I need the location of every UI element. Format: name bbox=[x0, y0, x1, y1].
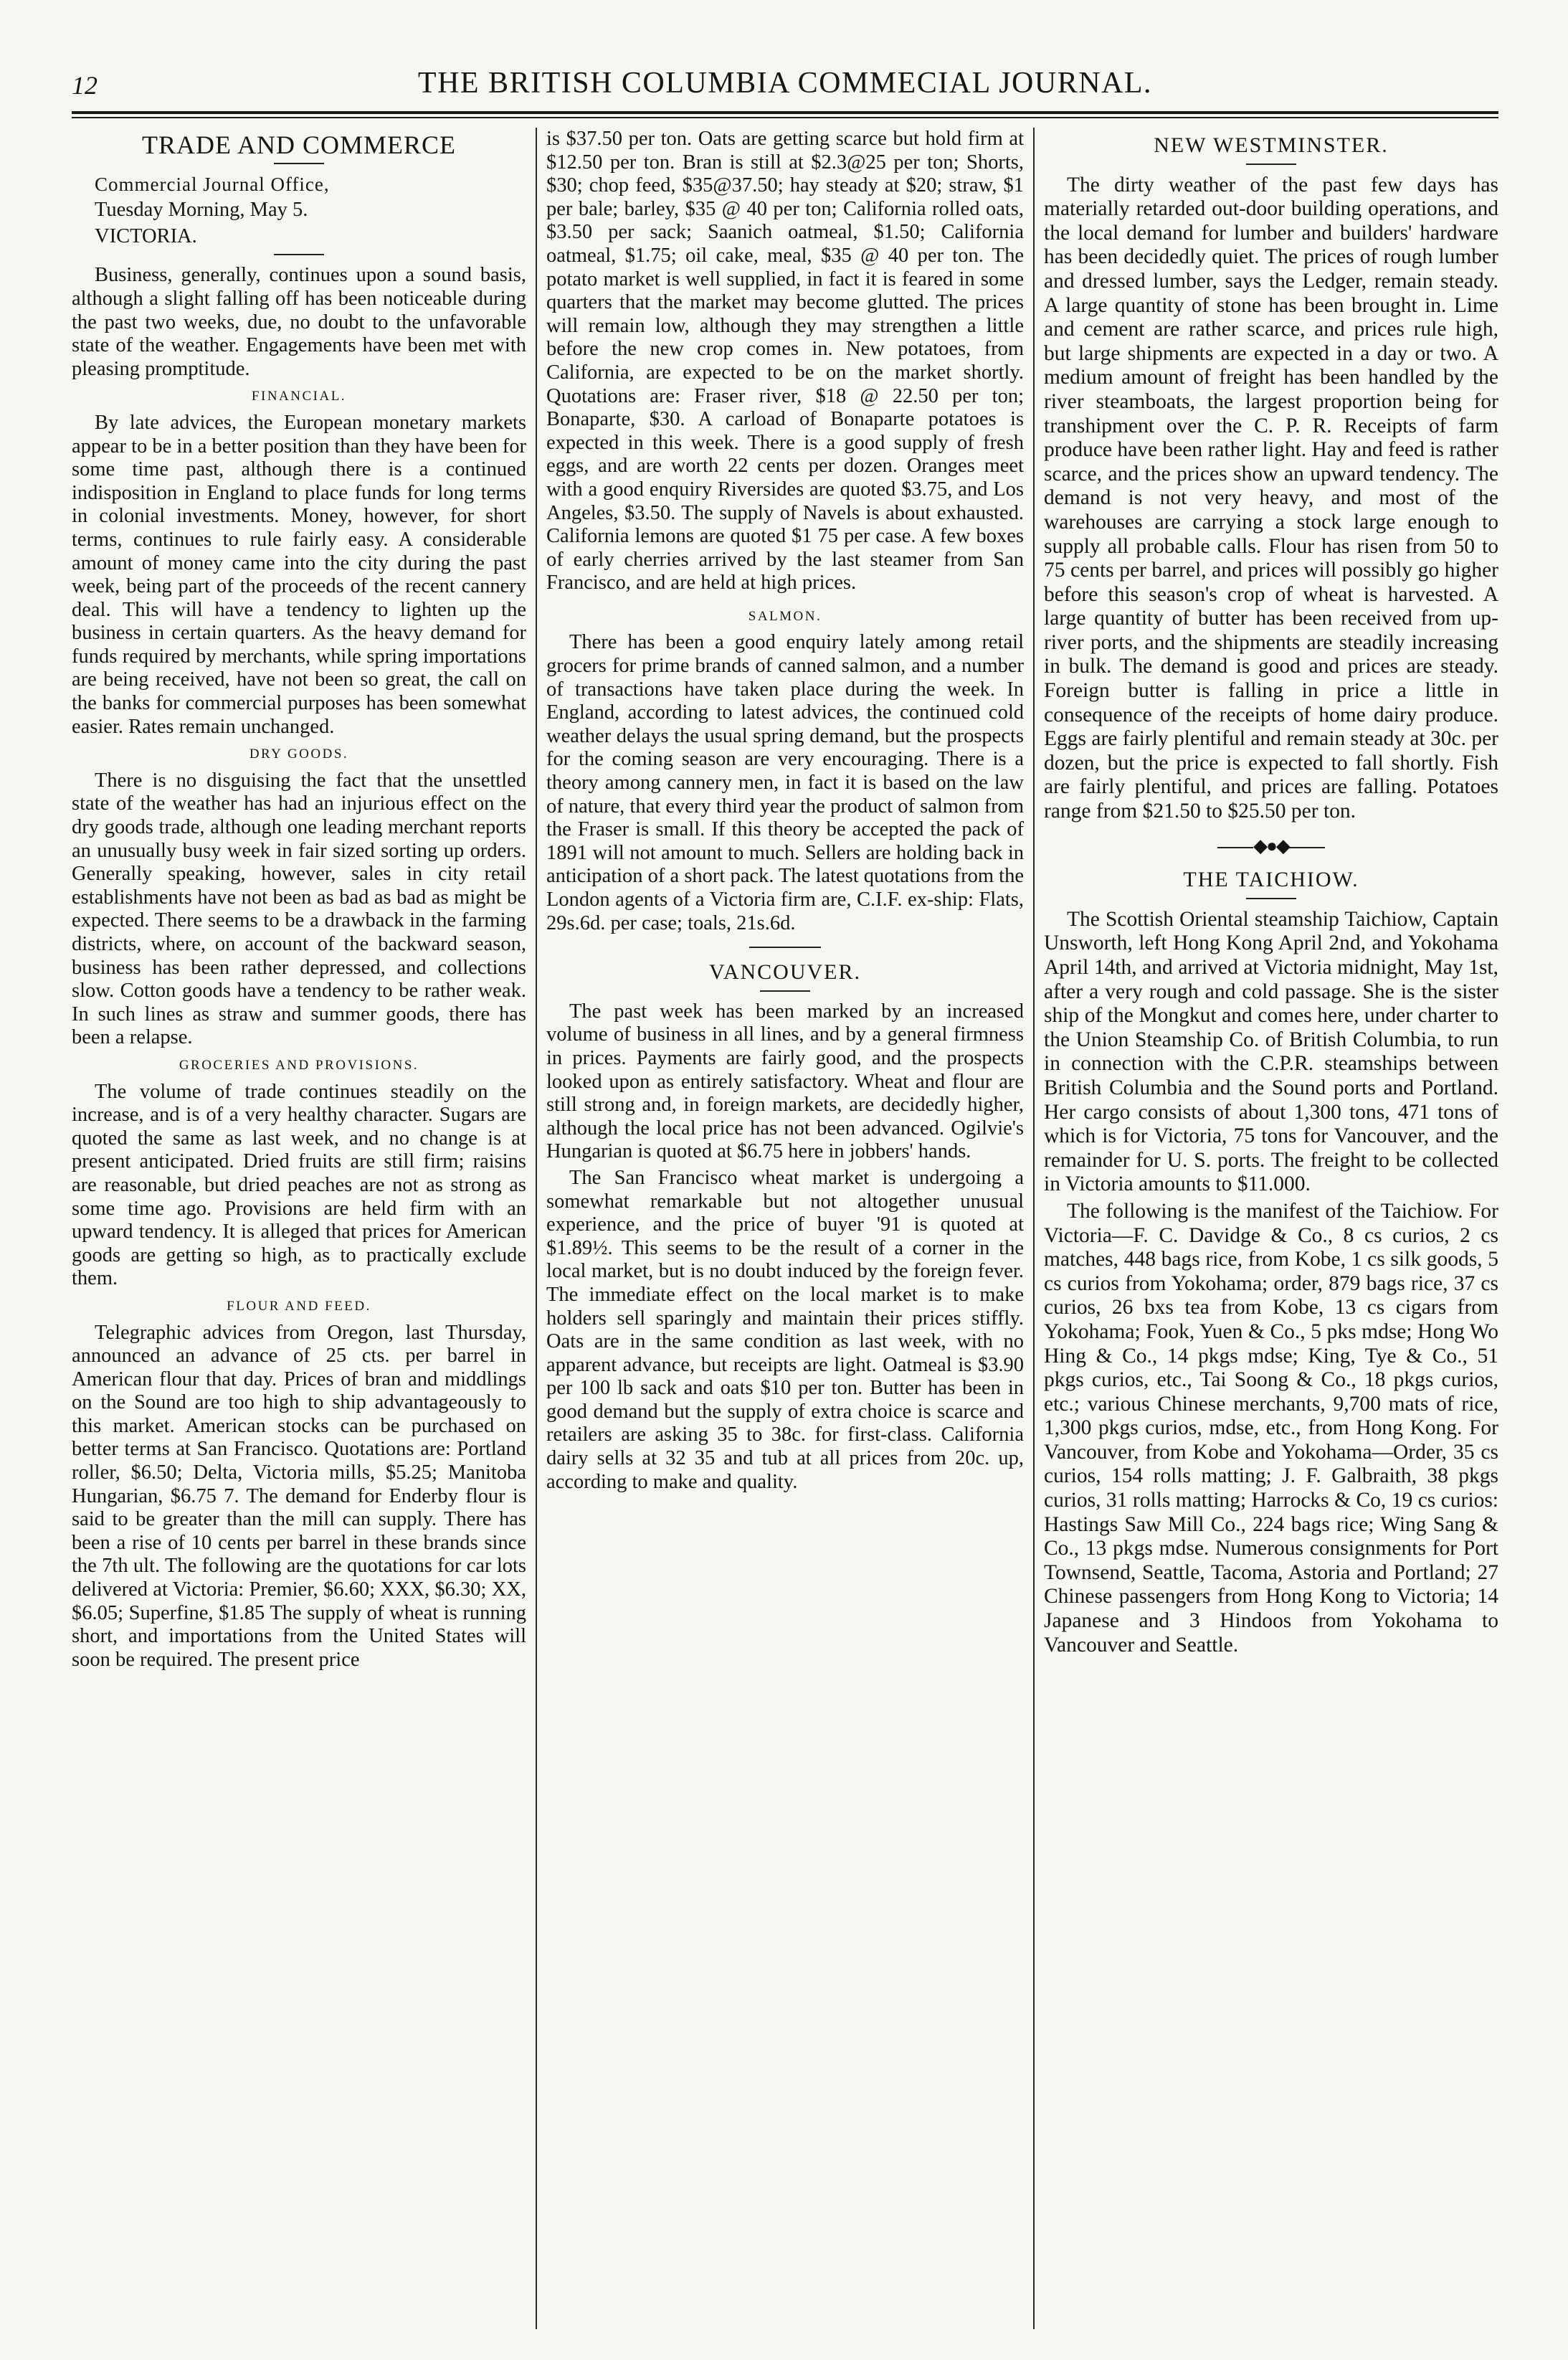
header-rule-thin bbox=[72, 117, 1498, 118]
paragraph-groceries: The volume of trade continues steadily on the increase, and is of a very healthy character. Sugars are quoted the same as last week, and no change is at present anticipated. Dried fruits are still firm; raisins are reasonable, but dried peaches are not as strong as some time ago. Provisions are held firm with an upward tendency. It is alleged that prices for American goods are getting so high, as to practically exclude them. bbox=[72, 1080, 526, 1290]
paragraph-financial: By late advices, the European monetary markets appear to be in a better position than they have been for some time past, although there is a continued indisposition in England to place funds for long terms in colonial investments. Money, however, for short terms, continues to rule fairly easy. A considerable amount of money came into the city during the past week, being part of the proceeds of the recent cannery deal. This will have a tendency to lighten up the business in certain quarters. As the heavy demand for funds required by merchants, while spring importations are being received, have not been so great, the call on the banks for commercial purposes has been somewhat easier. Rates remain unchanged. bbox=[72, 411, 526, 738]
paragraph-new-westminster: The dirty weather of the past few days has materially retarded out-door building operations, and the local demand for lumber and builders' hardware has been decidedly quiet. The prices of rough lumber and dressed lumber, says the Ledger, remain steady. A large quantity of stone has been brought in. Lime and cement are rather scarce, and prices rule high, but large shipments are expected in a day or two. A medium amount of freight has been handled by the river steamboats, the largest proportion being for transhipment over the C. P. R. Receipts of farm produce have been rather light. Hay and feed is rather scarce, and the prices show an upward tendency. The demand is not very heavy, and most of the warehouses are carrying a stock large enough to supply all probable calls. Flour has risen from 50 to 75 cents per barrel, and prices will possibly go higher before this season's crop of wheat is harvested. A large quantity of butter has been received from up-river ports, and the shipments are steadily increasing in bulk. The demand is good and prices are steady. Foreign butter is falling in price a little in consequence of the receipts of home dairy produce. Eggs are fairly plentiful and remain steady at 30c. per dozen, but the price is expected to fall shortly. Fish are fairly plentiful, and prices are falling. Potatoes range from $21.50 to $25.50 per ton. bbox=[1044, 173, 1498, 823]
paragraph-taichiow-1: The Scottish Oriental steamship Taichiow, Captain Unsworth, left Hong Kong April 2nd, and Yokohama April 14th, and arrived at Victoria midnight, May 1st, after a very rough and cold passage. She is the sister ship of the Mongkut and comes here, under charter to the Union Steamship Co. of British Columbia, to run in connection with the C.P.R. steamships between British Columbia and the Sound ports and Portland. Her cargo consists of about 1,300 tons, 471 tons of which is for Victoria, 75 tons for Vancouver, and the remainder for U. S. ports. The freight to be collected in Victoria amounts to $11.000. bbox=[1044, 907, 1498, 1196]
ornament-glyph: ◆●◆ bbox=[1253, 835, 1289, 856]
title-dash bbox=[274, 163, 324, 164]
dateline-office: Commercial Journal Office, bbox=[95, 173, 330, 195]
column-3 bbox=[1044, 128, 1498, 2331]
section-divider bbox=[749, 947, 821, 948]
paragraph-vancouver-1: The past week has been marked by an increased volume of business in all lines, and by a general firmness in prices. Payments are fairly good, and the prospects looked upon as entirely satisfactory. Wheat and flour are still strong and, in foreign markets, are decidedly higher, although the local price has not been advanced. Ogilvie's Hungarian is quoted at $6.75 here in jobbers' hands. bbox=[546, 1000, 1024, 1163]
column-1 bbox=[72, 128, 526, 2331]
column-divider bbox=[1033, 128, 1035, 2329]
dateline-date: Tuesday Morning, May 5. bbox=[95, 199, 308, 222]
ornament-line-right bbox=[1289, 847, 1325, 848]
header-rule-thick bbox=[72, 111, 1498, 114]
paragraph-salmon: There has been a good enquiry lately among retail grocers for prime brands of canned salmon, and a number of transactions have taken place during the week. In England, according to latest advices, the continued cold weather delays the usual spring demand, but the prospects for the coming season are very encouraging. There is a theory among cannery men, in fact it is based on the law of nature, that every third year the product of salmon from the Fraser is small. If this theory be accepted the pack of 1891 will not amount to much. Sellers are holding back in anticipation of a short pack. The latest quotations from the London agents of a Victoria firm are, C.I.F. ex-ship: Flats, 29s.6d. per case; toals, 21s.6d. bbox=[546, 631, 1024, 934]
dateline-city: VICTORIA. bbox=[95, 224, 197, 247]
subhead-financial: FINANCIAL. bbox=[251, 389, 347, 404]
title-dash bbox=[1246, 164, 1296, 165]
paragraph-intro: Business, generally, continues upon a sound basis, although a slight falling off has been noticeable during the past two weeks, due, no doubt to the unfavorable state of the weather. Engagements have been met with pleasing promptitude. bbox=[72, 264, 526, 380]
subhead-salmon: SALMON. bbox=[748, 608, 822, 624]
paragraph-flour-and-feed: Telegraphic advices from Oregon, last Thursday, announced an advance of 25 cts. per barrel in American flour that day. Prices of bran and middlings on the Sound are too high to ship advantageously to this market. American stocks can be purchased on better terms at San Francisco. Quotations are: Portland roller, $6.50; Delta, Victoria mills, $5.25; Manitoba Hungarian, $6.75 7. The demand for Enderby flour is said to be greater than the mill can supply. There has been a rise of 10 cents per barrel in these brands since the 7th ult. The following are the quotations for car lots delivered at Victoria: Premier, $6.60; XXX, $6.30; XX, $6.05; Superfine, $1.85 The supply of wheat is running short, and importations from the United States will soon be required. The present price bbox=[72, 1321, 526, 1671]
subhead-flour-and-feed: FLOUR AND FEED. bbox=[227, 1298, 371, 1314]
paragraph-continued: is $37.50 per ton. Oats are getting scarce but hold firm at $12.50 per ton. Bran is still at $2.3@25 per ton; Shorts, $30; chop feed, $35@37.50; hay steady at $20; straw, $1 per bale; barley, $35 @ 40 per ton; California rolled oats, $3.50 per sack; Saanich oatmeal, $1.50; California oatmeal, $1.75; oil cake, meal, $35 @ 40 per ton. The potato market is well supplied, in fact it is feared in some quarters that the market may become glutted. The prices will remain low, although they may strengthen a little before the new crop comes in. New potatoes, from California, are expected to be on the market shortly. Quotations are: Fraser river, $18 @ 22.50 per ton; Bonaparte, $30. A carload of Bonaparte potatoes is expected in this week. There is a good supply of fresh eggs, and are worth 22 cents per dozen. Oranges meet with a good enquiry Riversides are quoted $3.75, and Los Angeles, $3.50. The supply of Navels is about exhausted. California lemons are quoted $1 75 per case. A few boxes of early cherries arrived by the last steamer from San Francisco, and are held at high prices. bbox=[546, 128, 1024, 594]
subhead-groceries: GROCERIES AND PROVISIONS. bbox=[179, 1057, 419, 1073]
subhead-dry-goods: DRY GOODS. bbox=[249, 747, 349, 762]
section-title-trade-and-commerce: TRADE AND COMMERCE bbox=[141, 131, 457, 159]
title-dash bbox=[760, 990, 810, 992]
section-title-taichiow: THE TAICHIOW. bbox=[1183, 868, 1359, 892]
section-title-new-westminster: NEW WESTMINSTER. bbox=[1154, 133, 1389, 157]
paragraph-vancouver-2: The San Francisco wheat market is undergoing a somewhat remarkable but not altogether unusual experience, and the price of buyer '91 is quoted at $1.89½. This seems to be the result of a corner in the local market, but is no doubt induced by the foreign fever. The immediate effect on the local market is to make holders sell sparingly and maintain their prices stiffly. Oats are in the same condition as last week, with no apparent advance, but receipts are light. Oatmeal is $3.90 per 100 lb sack and oats $10 per ton. Butter has been in good demand but the supply of extra choice is scarce and retailers are asking 35 to 38c. for first-class. California dairy sells at 32 35 and tub at all prices from 20c. up, according to make and quality. bbox=[546, 1166, 1024, 1493]
ornament-divider bbox=[1044, 834, 1498, 858]
journal-title: THE BRITISH COLUMBIA COMMECIAL JOURNAL. bbox=[417, 67, 1153, 100]
column-divider bbox=[536, 128, 537, 2329]
dateline-dash bbox=[274, 254, 324, 255]
masthead bbox=[72, 66, 1498, 109]
ornament-line-left bbox=[1217, 847, 1253, 848]
title-dash bbox=[1246, 898, 1296, 899]
page-number: 12 bbox=[72, 71, 98, 100]
paragraph-taichiow-2: The following is the manifest of the Taichiow. For Victoria—F. C. Davidge & Co., 8 cs curios, 2 cs matches, 448 bags rice, from Kobe, 1 cs silk goods, 5 cs curios from Yokohama; order, 879 bags rice, 37 cs curios, 26 bxs tea from Kobe, 13 cs cigars from Yokohama; Fook, Yuen & Co., 5 pks mdse; Hong Wo Hing & Co., 14 pkgs mdse; King, Tye & Co., 51 pkgs curios, etc., Tai Soong & Co., 18 pkgs curios, etc.; various Chinese merchants, 9,700 mats of rice, 1,300 pkgs curios, mdse, etc., from Hong Kong. For Vancouver, from Kobe and Yokohama—Order, 35 cs curios, 154 rolls matting; J. F. Galbraith, 38 pkgs curios, 31 rolls matting; Harrocks & Co, 19 cs curios: Hastings Saw Mill Co., 224 bags rice; Wing Sang & Co., 13 pkgs mdse. Numerous consignments for Port Townsend, Seattle, Tacoma, Astoria and Portland; 27 Chinese passengers from Hong Kong to Victoria; 14 Japanese and 3 Hindoos from Yokohama to Vancouver and Seattle. bbox=[1044, 1199, 1498, 1657]
section-title-vancouver: VANCOUVER. bbox=[709, 960, 861, 985]
column-2 bbox=[546, 128, 1024, 2331]
paragraph-dry-goods: There is no disguising the fact that the unsettled state of the weather has had an injurious effect on the dry goods trade, although one leading merchant reports an unusually busy week in fair sized sorting up orders. Generally speaking, however, sales in city retail establishments have not been as bad as bad as might be expected. There seems to be a drawback in the farming districts, where, on account of the backward season, business has been rather depressed, and collections slow. Cotton goods have a tendency to be rather weak. In such lines as straw and summer goods, there has been a relapse. bbox=[72, 769, 526, 1049]
